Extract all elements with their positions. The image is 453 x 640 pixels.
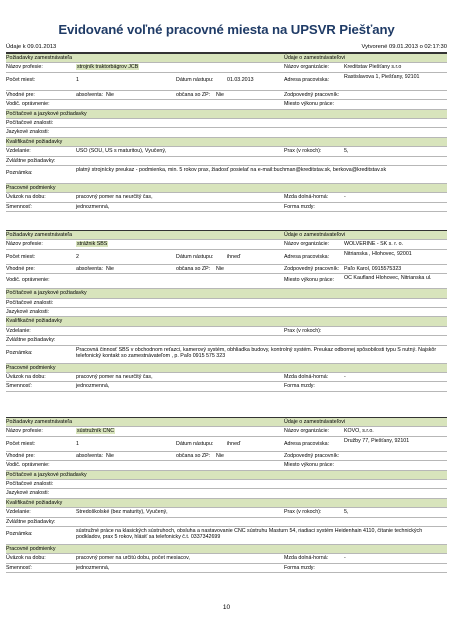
field-label: Zvláštne požiadavky:: [6, 157, 56, 164]
field-label: Poznámka:: [6, 530, 33, 537]
table-row: [6, 346, 447, 364]
field-value: ihneď: [227, 253, 241, 260]
field-label: Údaje o zamestnávateľovi: [284, 419, 346, 425]
field-value: jednozmenná,: [76, 203, 110, 210]
created-timestamp: Vytvorené 09.01.2013 o 02:17:30: [361, 44, 447, 50]
field-label: Adresa pracoviska:: [284, 76, 330, 83]
field-label: Vzdelanie:: [6, 509, 31, 516]
field-label: Jazykové znalosti:: [6, 308, 49, 315]
table-row: [6, 336, 447, 345]
table-row: [6, 527, 447, 545]
block-divider: [6, 53, 447, 54]
table-row: [6, 193, 447, 202]
field-label: Miesto výkonu práce:: [284, 101, 335, 108]
page-title: Evidované voľné pracovné miesta na UPSVR Piešťany: [58, 22, 395, 37]
table-row: [6, 373, 447, 382]
field-label: Adresa pracoviska:: [284, 440, 330, 447]
field-label: Úväzok na dobu:: [6, 194, 46, 201]
field-value: -: [344, 373, 346, 380]
field-value: WOLVERINE - SK s. r. o.: [344, 241, 404, 248]
field-label: Dátum nástupu:: [176, 76, 214, 83]
field-value: Stredoškolské (bez maturity), Vyučený,: [76, 509, 168, 516]
table-row: [6, 299, 447, 308]
section-header: [6, 499, 447, 508]
field-label: Poznámka:: [6, 349, 33, 356]
table-row: [6, 63, 447, 72]
table-row: [6, 119, 447, 128]
field-label: Jazykové znalosti:: [6, 490, 49, 497]
table-row: [6, 240, 447, 249]
field-label: občana so ZP:: [176, 452, 211, 459]
field-label: Vzdelanie:: [6, 327, 31, 334]
table-row: [6, 203, 447, 212]
field-label: občana so ZP:: [176, 265, 211, 272]
field-label: absolventa:: [76, 265, 104, 272]
table-row: [6, 489, 447, 498]
field-label: Počet miest:: [6, 253, 36, 260]
field-label: Kvalifikačné požiadavky: [6, 318, 63, 325]
field-label: Poznámka:: [6, 169, 33, 176]
table-row: [6, 554, 447, 563]
field-value: strážnik SBS: [77, 241, 108, 248]
field-label: Zodpovedný pracovník:: [284, 91, 340, 98]
table-row: [6, 564, 447, 573]
field-label: Prax (v rokoch):: [284, 148, 322, 155]
field-label: Názov profesie:: [6, 241, 43, 248]
field-value: -: [344, 194, 346, 201]
field-label: Vodič. oprávnenie:: [6, 277, 50, 284]
field-value: Paľo Karol, 0915575323: [344, 265, 402, 272]
field-value: Nitrianska , Hlohovec, 92001: [344, 250, 412, 257]
section-header: [6, 317, 447, 326]
field-label: Prax (v rokoch):: [284, 509, 322, 516]
field-label: Zvláštne požiadavky:: [6, 518, 56, 525]
section-header: [6, 231, 447, 240]
field-label: Mzda dolná-horná:: [284, 194, 329, 201]
field-value: pracovný pomer na neurčitý čas,: [76, 194, 153, 201]
field-label: Názov organizácie:: [284, 428, 330, 435]
field-value: jednozmenná,: [76, 383, 110, 390]
field-label: Počítačové znalosti:: [6, 480, 54, 487]
field-label: Údaje o zamestnávateľovi: [284, 232, 346, 238]
data-date: Údaje k 09.01.2013: [6, 44, 57, 50]
field-label: absolventa:: [76, 452, 104, 459]
field-value: pracovný pomer na neurčitý čas,: [76, 373, 153, 380]
table-row: [6, 147, 447, 156]
section-header: [6, 418, 447, 427]
table-row: [6, 427, 447, 436]
field-label: Zodpovedný pracovník:: [284, 452, 340, 459]
field-value: Nie: [106, 452, 114, 459]
section-header: [6, 471, 447, 480]
section-header: [6, 138, 447, 147]
field-value: Nie: [106, 265, 114, 272]
table-row: [6, 508, 447, 517]
field-value: Nie: [106, 91, 114, 98]
field-label: Pracovné podmienky: [6, 184, 56, 191]
field-label: Názov profesie:: [6, 64, 43, 71]
field-label: Požiadavky zamestnávateľa: [6, 55, 73, 61]
field-value: -: [344, 555, 346, 562]
field-label: Kvalifikačné požiadavky: [6, 499, 63, 506]
field-label: Mzda dolná-horná:: [284, 373, 329, 380]
field-label: Smennosť:: [6, 564, 32, 571]
table-row: [6, 461, 447, 470]
section-header: [6, 110, 447, 119]
field-value: platný strojnícky preukaz - podmienka, min. 5 rokov prax, žiadosť posielať na e-mail:buchman@kreditstav.sk, berkova@kreditstav.sk: [76, 166, 387, 173]
field-value: strojník traktorbágrov JCB: [77, 64, 139, 71]
field-label: Počítačové a jazykové požiadavky: [6, 290, 87, 297]
field-label: Údaje o zamestnávateľovi: [284, 55, 346, 61]
field-label: Počet miest:: [6, 440, 36, 447]
field-value: Družby 77, Piešťany, 92101: [344, 437, 410, 444]
field-label: Forma mzdy:: [284, 564, 315, 571]
field-label: Miesto výkonu práce:: [284, 277, 335, 284]
field-value: Nie: [216, 265, 224, 272]
field-label: Počítačové znalosti:: [6, 119, 54, 126]
field-label: Forma mzdy:: [284, 383, 315, 390]
field-value: KOVO, s.r.o.: [344, 428, 374, 435]
table-row: [6, 128, 447, 137]
field-label: Vhodné pre:: [6, 91, 35, 98]
field-value: sústružník CNC: [77, 428, 115, 435]
field-value: 01.03.2013: [227, 76, 254, 83]
field-label: Jazykové znalosti:: [6, 129, 49, 136]
table-row: [6, 91, 447, 100]
table-row: [6, 437, 447, 452]
field-value: ihneď: [227, 440, 241, 447]
section-header: [6, 364, 447, 373]
field-label: Úväzok na dobu:: [6, 555, 46, 562]
table-row: [6, 382, 447, 391]
table-row: [6, 250, 447, 265]
section-header: [6, 54, 447, 63]
table-row: [6, 73, 447, 91]
field-value: Pracovná činnosť SBS v obchodnom reťazci, kamerový systém, obhliadka budovy, kontrolný systém. Preukaz odbornej spôsobilosti typu S nutný. Najskôr telefonický kontakt so zamestnávateľom , p. Paľo 0915 575 323: [76, 346, 437, 359]
field-label: Prax (v rokoch):: [284, 327, 322, 334]
field-value: OC Kaufland Hlohovec, Nitrianska ul.: [344, 275, 432, 282]
field-label: Vzdelanie:: [6, 148, 31, 155]
field-value: Kreditstav Piešťany s.r.o: [344, 64, 402, 71]
field-value: Nie: [216, 91, 224, 98]
field-label: Vhodné pre:: [6, 452, 35, 459]
table-row: [6, 166, 447, 184]
section-header: [6, 545, 447, 554]
table-row: [6, 308, 447, 317]
field-label: Smennosť:: [6, 383, 32, 390]
field-label: Počítačové znalosti:: [6, 299, 54, 306]
field-label: Dátum nástupu:: [176, 253, 214, 260]
field-label: Zvláštne požiadavky:: [6, 337, 56, 344]
job-block: [6, 54, 447, 212]
field-label: Zodpovedný pracovník:: [284, 265, 340, 272]
table-row: [6, 480, 447, 489]
table-row: [6, 100, 447, 109]
table-row: [6, 157, 447, 166]
field-value: 5,: [344, 148, 349, 155]
table-row: [6, 265, 447, 274]
field-value: sústružné práce na klasických sústruhoch, obsluha a nastavovanie CNC sústruhu Masturn 54, riadiaci systém Heidenhain 4110, čítanie technických podkladov, prax 5 rokov, hlásiť sa telefonicky č.t. 0337342699: [76, 527, 423, 540]
field-value: 1: [76, 440, 79, 447]
field-value: 5,: [344, 509, 349, 516]
section-header: [6, 184, 447, 193]
field-label: Kvalifikačné požiadavky: [6, 138, 63, 145]
field-label: občana so ZP:: [176, 91, 211, 98]
field-value: Rastislavova 1, Piešťany, 92101: [344, 73, 420, 80]
block-divider: [6, 417, 447, 418]
field-label: Vodič. oprávnenie:: [6, 101, 50, 108]
field-value: 1: [76, 76, 79, 83]
field-label: absolventa:: [76, 91, 104, 98]
field-label: Vhodné pre:: [6, 265, 35, 272]
job-block: [6, 231, 447, 392]
field-label: Vodič. oprávnenie:: [6, 462, 50, 469]
field-label: Počítačové a jazykové požiadavky: [6, 110, 87, 117]
field-label: Požiadavky zamestnávateľa: [6, 232, 73, 238]
field-value: pracovný pomer na určitú dobu, počet mesiacov,: [76, 555, 190, 562]
field-value: USO (SOU, US s maturitou), Vyučený,: [76, 148, 167, 155]
field-label: Miesto výkonu práce:: [284, 462, 335, 469]
section-header: [6, 289, 447, 298]
field-label: Pracovné podmienky: [6, 364, 56, 371]
field-value: 2: [76, 253, 79, 260]
field-label: Dátum nástupu:: [176, 440, 214, 447]
field-label: Forma mzdy:: [284, 203, 315, 210]
field-label: Názov organizácie:: [284, 241, 330, 248]
job-block: [6, 418, 447, 573]
field-label: Smennosť:: [6, 203, 32, 210]
field-label: Pracovné podmienky: [6, 545, 56, 552]
page-number: 10: [222, 604, 231, 611]
field-label: Názov organizácie:: [284, 64, 330, 71]
field-label: Úväzok na dobu:: [6, 373, 46, 380]
table-row: [6, 518, 447, 527]
table-row: [6, 327, 447, 336]
field-value: Nie: [216, 452, 224, 459]
table-row: [6, 452, 447, 461]
field-label: Počítačové a jazykové požiadavky: [6, 471, 87, 478]
field-label: Názov profesie:: [6, 428, 43, 435]
field-value: jednozmenná,: [76, 564, 110, 571]
field-label: Adresa pracoviska:: [284, 253, 330, 260]
field-label: Počet miest:: [6, 76, 36, 83]
field-label: Požiadavky zamestnávateľa: [6, 419, 73, 425]
table-row: [6, 274, 447, 289]
field-label: Mzda dolná-horná:: [284, 555, 329, 562]
block-divider: [6, 230, 447, 231]
